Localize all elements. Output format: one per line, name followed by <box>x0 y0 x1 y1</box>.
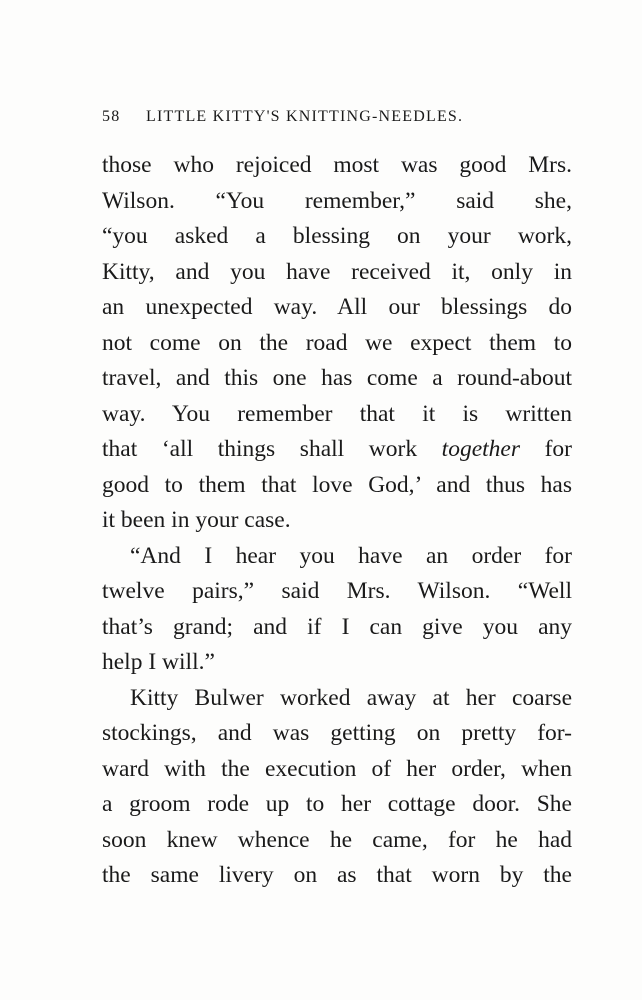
text-line: the same livery on as that worn by the <box>102 862 572 888</box>
text-line: Kitty, and you have received it, only in <box>102 258 572 285</box>
paragraph-end-line: help I will.” <box>102 649 215 675</box>
text-line: “you asked a blessing on your work, <box>102 223 572 249</box>
text-segment: for <box>520 436 572 462</box>
text-line: ward with the execution of her order, when <box>102 755 572 782</box>
text-line: soon knew whence he came, for he had <box>102 826 572 853</box>
text-line: twelve pairs,” said Mrs. Wilson. “Well <box>102 578 572 604</box>
text-line: those who rejoiced most was good Mrs. <box>102 152 572 178</box>
text-line: good to them that love God,’ and thus has <box>102 471 572 498</box>
page-number: 58 <box>102 108 121 125</box>
running-head <box>102 108 572 132</box>
text-line: that’s grand; and if I can give you any <box>102 613 572 640</box>
text-line: an unexpected way. All our blessings do <box>102 294 572 320</box>
text-line: travel, and this one has come a round-about <box>102 365 572 391</box>
text-line: a groom rode up to her cottage door. She <box>102 791 572 817</box>
text-line: not come on the road we expect them to <box>102 329 572 356</box>
text-line: Wilson. “You remember,” said she, <box>102 187 572 214</box>
text-line: stockings, and was getting on pretty for- <box>102 720 572 746</box>
paragraph-start-line: “And I hear you have an order for <box>130 542 572 569</box>
text-segment: that ‘all things shall work <box>102 436 442 462</box>
paragraph-start-line: Kitty Bulwer worked away at her coarse <box>130 684 572 711</box>
emphasized-word: together <box>441 436 520 462</box>
paragraph-end-line: it been in your case. <box>102 507 291 533</box>
body-text <box>102 148 572 894</box>
running-title: LITTLE KITTY'S KNITTING-NEEDLES. <box>146 108 464 125</box>
text-line-emphasis <box>102 432 572 468</box>
text-line: way. You remember that it is written <box>102 400 572 427</box>
